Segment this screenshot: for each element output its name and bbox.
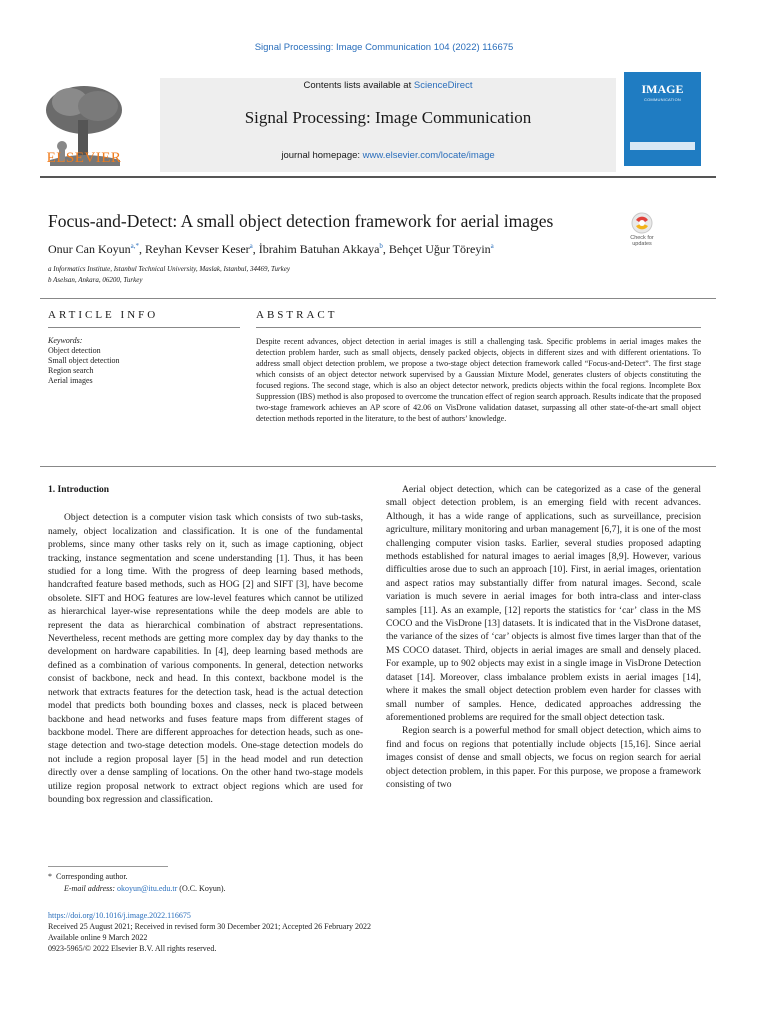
- cover-title: IMAGE: [641, 82, 684, 96]
- left-column: [48, 484, 363, 807]
- author-2: Reyhan Kevser Keser: [145, 242, 250, 256]
- keyword-item: Small object detection: [48, 356, 120, 365]
- affiliation-b: b Aselsan, Ankara, 06200, Turkey: [48, 276, 143, 284]
- corresponding-author-note: * Corresponding author.: [48, 872, 128, 881]
- footnote-rule: [48, 866, 168, 867]
- keywords-label: Keywords:: [48, 336, 83, 345]
- article-info-heading: ARTICLE INFO: [48, 309, 159, 321]
- keywords-block: [48, 336, 120, 386]
- homepage-line: journal homepage: www.elsevier.com/locate/image: [281, 150, 495, 161]
- journal-title: Signal Processing: Image Communication: [244, 108, 532, 127]
- cover-subtitle: COMMUNICATION: [644, 97, 681, 102]
- journal-header: [160, 78, 616, 172]
- sciencedirect-link[interactable]: ScienceDirect: [413, 80, 473, 91]
- abstract-bottom-rule: [40, 466, 716, 467]
- header-rule: [40, 176, 716, 178]
- crossmark-label: Check for updates: [630, 235, 654, 247]
- doi-link[interactable]: https://doi.org/10.1016/j.image.2022.116675: [48, 911, 191, 920]
- article-info-rule: [48, 327, 240, 328]
- author-3: İbrahim Batuhan Akkaya: [258, 242, 380, 256]
- author-4-affil[interactable]: a: [490, 242, 494, 250]
- author-2-affil[interactable]: a: [249, 242, 253, 250]
- abstract-rule: [256, 327, 701, 328]
- issn-copyright: 0923-5965/© 2022 Elsevier B.V. All rights reserved.: [48, 944, 217, 953]
- author-4: Behçet Uğur Töreyin: [388, 242, 491, 256]
- cover-band: [630, 142, 695, 150]
- intro-paragraph-3: Region search is a powerful method for small object detection, which aims to find and focus on regions that potentially include objects [15,16]. Since aerial images consist of dense and small objects, we focus on region search for aerial object detection problem, in this paper. For this purpose, we propose a framework consisting of two: [386, 726, 701, 790]
- publisher-name: ELSEVIER: [46, 150, 122, 166]
- email-note: E-mail address: okoyun@itu.edu.tr (O.C. Koyun).: [64, 884, 226, 893]
- available-online: Available online 9 March 2022: [48, 933, 148, 942]
- received-dates: Received 25 August 2021; Received in revised form 30 December 2021; Accepted 26 February 2022: [48, 922, 372, 931]
- publication-info: [48, 910, 371, 954]
- homepage-link[interactable]: www.elsevier.com/locate/image: [362, 150, 495, 161]
- keyword-item: Region search: [48, 366, 94, 375]
- info-top-rule: [40, 298, 716, 299]
- author-list: Onur Can Koyun$^{a,*}$, Reyhan Kevser Keser$^a$, İbrahim Batuhan Akkaya$^b$, Behçet Uğur Töreyin$^a$: [48, 242, 494, 256]
- paper-title: Focus-and-Detect: A small object detection framework for aerial images: [48, 211, 554, 231]
- author-1-affil[interactable]: a,*: [130, 242, 140, 250]
- author-3-affil[interactable]: b: [379, 242, 383, 250]
- keyword-item: Aerial images: [48, 376, 93, 385]
- author-1: Onur Can Koyun: [48, 242, 131, 256]
- contents-line: Contents lists available at ScienceDirect: [303, 80, 473, 91]
- author-email-link[interactable]: okoyun@itu.edu.tr: [117, 884, 178, 893]
- abstract-text: Despite recent advances, object detection in aerial images is still a challenging task. Specific problems in aerial images makes the detection problem harder, such as small objects, densely packed objects, objects in different sizes and with different orientations. To address small object detection problem, we propose a two-stage object detection framework called “Focus-and-Detect”. The first stage which consists of an object detector network supervised by a Gaussian Mixture Model, generates clusters of objects constituting the focused regions. The second stage, which is also an object detector network, predicts objects within the focal regions. Incomplete Box Suppression (IBS) method is also proposed to overcome the truncation effect of region search approach. Results indicate that the proposed two-stage framework achieves an AP score of 42.06 on VisDrone validation dataset, surpassing all other state-of-the-art small object detection methods reported in the literature, to the best of authors’ knowledge.: [256, 337, 701, 423]
- journal-cover-image: [624, 72, 701, 166]
- journal-reference-link[interactable]: Signal Processing: Image Communication 104 (2022) 116675: [254, 42, 514, 53]
- affiliation-a: a Informatics Institute, Istanbul Technical University, Maslak, Istanbul, 34469, Turkey: [48, 265, 290, 273]
- intro-paragraph-1: Object detection is a computer vision task which consists of two sub-tasks, namely, object localization and classification. It is one of the fundamental problems, since many other tasks rely on it, such as image captioning, object tracking, instance segmentation and scene understanding [1]. Thus, it has been studied for a long time. With the progress of deep learning based methods, handcrafted feature based methods, such as HOG [2] and SIFT [3], have become obsolete. SIFT and HOG features are low-level features which cannot be utilized as hierarchical layer-wise representations while the deep models are able to represent the data as hierarchical combination of abstract representations. Nevertheless, recent methods are getting more complex day by day thanks to the development on hardware capabilities. In [4], deep learning based methods are defined as a combination of various components. In general, detection networks consist of backbone, neck and head. In this context, backbone model is the network that extracts features for the detection task, head is the actual detection model that predicts both bounding boxes and classes, neck is placed between backbone and head networks and fuses feature maps from different stages of backbone model. There are different approaches for detection heads, such as one-stage detection and two-stage detection models. One-stage detection models do not include a region proposal layer [5] in the head model and run detection directly over a dense sampling of locations. On the other hand two-stage models utilize region proposal network to extract object regions which are used for bounding box regression and classification.: [48, 513, 363, 805]
- abstract-heading: ABSTRACT: [256, 309, 338, 321]
- section-title-introduction: 1. Introduction: [48, 485, 110, 495]
- intro-paragraph-2: Aerial object detection, which can be categorized as a case of the general small object detection problem, is an emerging field with recent advances. Although, it has a wide range of applications, such as surveillance, precision agriculture, military monitoring and urban management [6,7], it is one of the most challenging computer vision tasks. Earlier, several studies proposed adapting methods established for natural images to aerial images [8,9]. However, various difficulties arose due to such an approach [10]. First, in aerial images, orientation and aspect ratios may substantially differ from natural images. Second, scale variation is much severe in aerial images for both intra-class and inter-class samples [11]. As an example, [12] reports the statistics for ‘car’ class in the MS COCO and the VisDrone [13] datasets. It is indicated that in the VisDrone dataset, the variance of the sizes of ‘car’ objects is almost five times larger than that of the MS COCO dataset. Third, objects in aerial images are small and densely placed. For example, up to 902 objects may exist in a single image in VisDrone Detection dataset [14]. Moreover, class imbalance problem exists in aerial images [14], where it makes the small object detection problem even harder for classes with small number of samples. Hence, dedicated approaches addressing the aforementioned problems are required for the small object detection task.: [386, 485, 701, 723]
- right-column: [386, 484, 701, 792]
- keyword-item: Object detection: [48, 346, 101, 355]
